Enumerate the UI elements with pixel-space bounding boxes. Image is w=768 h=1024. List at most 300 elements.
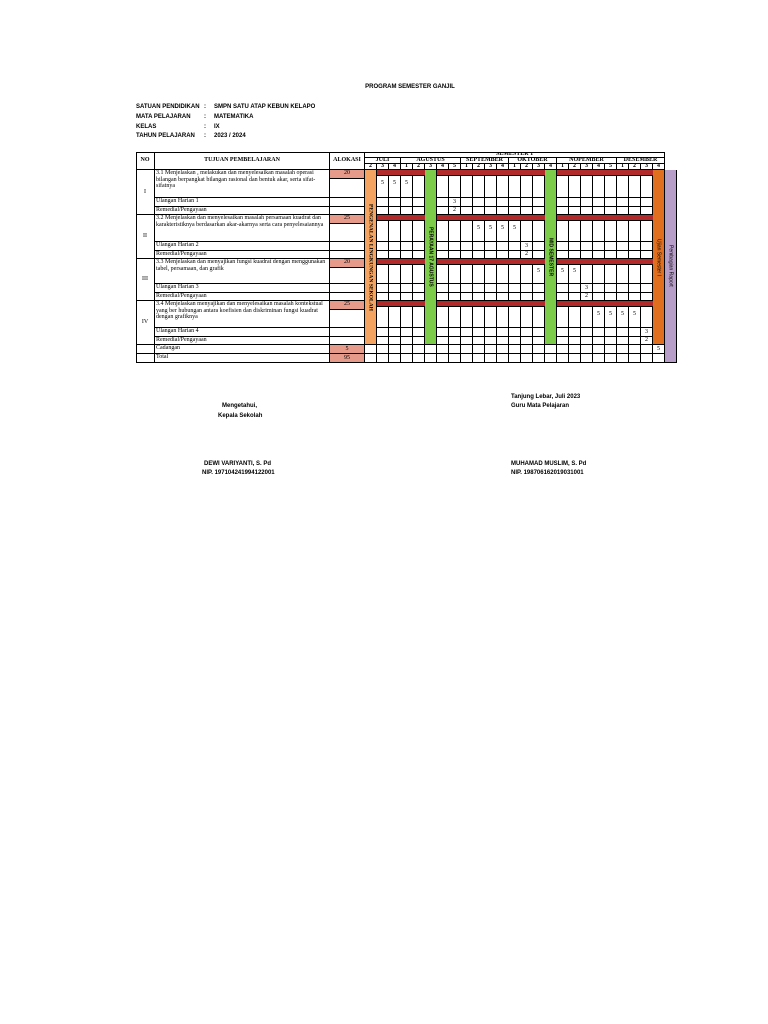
week-cell bbox=[473, 328, 485, 337]
program-semester-table bbox=[136, 152, 674, 383]
week-cell bbox=[461, 354, 473, 363]
week-cell bbox=[485, 293, 497, 301]
header-week: 3 bbox=[641, 164, 653, 170]
header-week: 1 bbox=[509, 164, 521, 170]
tujuan-text: Remedial/Pengayaan bbox=[155, 293, 330, 301]
week-cell bbox=[413, 337, 425, 345]
week-cell bbox=[425, 354, 437, 363]
week-cell bbox=[401, 207, 413, 215]
week-cell bbox=[521, 198, 533, 207]
week-cell bbox=[437, 284, 449, 293]
week-cell bbox=[569, 251, 581, 259]
week-cell bbox=[545, 354, 557, 363]
week-cell bbox=[497, 198, 509, 207]
tujuan-text: 3.2 Menjelaskan dan menyelesaikan masalah persamaan kuadrat dan karakteristiknya berdasarkan akar-akarnya serta cara penyelesaiannya bbox=[155, 215, 330, 242]
week-cell: 5 bbox=[617, 301, 629, 328]
week-cell bbox=[485, 337, 497, 345]
week-cell bbox=[605, 198, 617, 207]
week-cell bbox=[401, 345, 413, 354]
week-cell bbox=[629, 337, 641, 345]
week-cell: 5 bbox=[653, 345, 665, 354]
week-cell bbox=[557, 207, 569, 215]
week-cell bbox=[557, 242, 569, 251]
week-cell bbox=[629, 328, 641, 337]
alokasi-value: 95 bbox=[330, 354, 365, 363]
info-colon: : bbox=[204, 124, 206, 130]
week-cell: 5 bbox=[569, 259, 581, 284]
week-cell bbox=[389, 242, 401, 251]
week-cell bbox=[461, 242, 473, 251]
week-cell bbox=[545, 345, 557, 354]
week-cell: 5 bbox=[389, 170, 401, 198]
tujuan-text: Remedial/Pengayaan bbox=[155, 251, 330, 259]
week-cell bbox=[521, 354, 533, 363]
header-alokasi: ALOKASI bbox=[330, 152, 365, 170]
info-label: SATUAN PENDIDIKAN bbox=[136, 104, 200, 110]
week-cell bbox=[629, 345, 641, 354]
week-cell bbox=[461, 293, 473, 301]
topic-band bbox=[365, 259, 665, 265]
rapor-column: Pembagian Raport bbox=[665, 170, 677, 363]
week-cell bbox=[557, 345, 569, 354]
info-colon: : bbox=[204, 104, 206, 110]
week-cell: 2 bbox=[449, 207, 461, 215]
teacher-name: MUHAMAD MUSLIM, S. Pd bbox=[511, 461, 587, 467]
header-week: 3 bbox=[581, 164, 593, 170]
week-cell bbox=[557, 293, 569, 301]
week-cell bbox=[461, 251, 473, 259]
week-cell bbox=[485, 328, 497, 337]
alokasi-value bbox=[330, 284, 365, 293]
week-cell bbox=[449, 242, 461, 251]
week-cell bbox=[509, 198, 521, 207]
header-week: 1 bbox=[557, 164, 569, 170]
week-cell bbox=[461, 328, 473, 337]
week-cell bbox=[473, 198, 485, 207]
week-cell bbox=[497, 345, 509, 354]
week-cell bbox=[569, 207, 581, 215]
week-cell bbox=[485, 242, 497, 251]
week-cell bbox=[497, 354, 509, 363]
week-cell bbox=[497, 284, 509, 293]
week-cell bbox=[401, 293, 413, 301]
mid-semester-column: MID SEMESTER bbox=[545, 170, 557, 345]
week-cell: 5 bbox=[557, 259, 569, 284]
row-number: I bbox=[136, 170, 155, 215]
week-cell bbox=[377, 328, 389, 337]
info-label: MATA PELAJARAN bbox=[136, 114, 191, 120]
week-cell bbox=[581, 337, 593, 345]
week-cell bbox=[401, 337, 413, 345]
week-cell: 3 bbox=[449, 198, 461, 207]
week-cell bbox=[437, 242, 449, 251]
week-cell bbox=[413, 198, 425, 207]
header-week: 3 bbox=[425, 164, 437, 170]
week-cell bbox=[617, 328, 629, 337]
week-cell bbox=[605, 293, 617, 301]
alokasi-value bbox=[330, 198, 365, 207]
week-cell bbox=[581, 345, 593, 354]
week-cell bbox=[413, 242, 425, 251]
alokasi-blank bbox=[330, 268, 365, 284]
week-cell bbox=[593, 251, 605, 259]
week-cell bbox=[377, 354, 389, 363]
mpls-column: PENGENALAN LINGKUNGAN SEKOLAH bbox=[365, 170, 377, 345]
tujuan-text: Cadangan bbox=[155, 345, 330, 354]
week-cell bbox=[629, 354, 641, 363]
week-cell bbox=[509, 242, 521, 251]
header-week: 1 bbox=[461, 164, 473, 170]
place-date: Tanjung Lebar, Juli 2023 bbox=[511, 394, 581, 400]
week-cell: 5 bbox=[605, 301, 617, 328]
week-cell bbox=[509, 251, 521, 259]
week-cell: 2 bbox=[581, 293, 593, 301]
alokasi-value bbox=[330, 293, 365, 301]
week-cell bbox=[389, 328, 401, 337]
week-cell bbox=[617, 345, 629, 354]
week-cell bbox=[581, 251, 593, 259]
week-cell: 5 bbox=[473, 215, 485, 242]
row-number: II bbox=[136, 215, 155, 259]
week-cell bbox=[605, 284, 617, 293]
topic-band bbox=[365, 170, 665, 176]
header-no: NO bbox=[136, 152, 155, 170]
alokasi-value bbox=[330, 328, 365, 337]
week-cell bbox=[521, 207, 533, 215]
header-week: 4 bbox=[653, 164, 665, 170]
week-cell: 5 bbox=[509, 215, 521, 242]
week-cell: 2 bbox=[641, 337, 653, 345]
week-cell bbox=[533, 207, 545, 215]
header-week: 5 bbox=[605, 164, 617, 170]
week-cell bbox=[629, 242, 641, 251]
info-label: TAHUN PELAJARAN bbox=[136, 133, 195, 139]
week-cell bbox=[497, 293, 509, 301]
week-cell bbox=[401, 251, 413, 259]
week-cell bbox=[605, 251, 617, 259]
week-cell bbox=[461, 198, 473, 207]
row-number: IV bbox=[136, 301, 155, 345]
week-cell: 3 bbox=[581, 284, 593, 293]
tujuan-text: Ulangan Harian 4 bbox=[155, 328, 330, 337]
week-cell bbox=[533, 242, 545, 251]
week-cell bbox=[401, 198, 413, 207]
week-cell bbox=[641, 207, 653, 215]
header-week: 1 bbox=[617, 164, 629, 170]
week-cell bbox=[449, 251, 461, 259]
week-cell bbox=[641, 251, 653, 259]
header-week: 4 bbox=[497, 164, 509, 170]
week-cell bbox=[533, 284, 545, 293]
alokasi-blank bbox=[330, 310, 365, 328]
info-value: SMPN SATU ATAP KEBUN KELAPO bbox=[214, 104, 316, 110]
week-cell bbox=[365, 345, 377, 354]
week-cell: 5 bbox=[377, 170, 389, 198]
tujuan-text: Ulangan Harian 2 bbox=[155, 242, 330, 251]
week-cell bbox=[377, 293, 389, 301]
alokasi-value bbox=[330, 242, 365, 251]
week-cell bbox=[485, 354, 497, 363]
acknowledged-label: Mengetahui, bbox=[222, 403, 258, 409]
teacher-role: Guru Mata Pelajaran bbox=[511, 403, 570, 409]
week-cell bbox=[593, 328, 605, 337]
week-cell bbox=[593, 337, 605, 345]
week-cell bbox=[569, 293, 581, 301]
week-cell bbox=[641, 284, 653, 293]
header-week: 2 bbox=[413, 164, 425, 170]
tujuan-text: Ulangan Harian 3 bbox=[155, 284, 330, 293]
info-value: 2023 / 2024 bbox=[214, 133, 246, 139]
week-cell bbox=[569, 354, 581, 363]
week-cell bbox=[569, 242, 581, 251]
week-cell bbox=[629, 198, 641, 207]
week-cell bbox=[629, 284, 641, 293]
week-cell bbox=[377, 251, 389, 259]
week-cell: 3 bbox=[641, 328, 653, 337]
week-cell bbox=[377, 284, 389, 293]
header-month: OKTOBER bbox=[509, 158, 557, 164]
week-cell: 5 bbox=[629, 301, 641, 328]
week-cell bbox=[449, 328, 461, 337]
week-cell bbox=[557, 354, 569, 363]
week-cell bbox=[593, 207, 605, 215]
row-number bbox=[136, 345, 155, 354]
week-cell bbox=[497, 251, 509, 259]
week-cell bbox=[593, 284, 605, 293]
week-cell bbox=[437, 293, 449, 301]
week-cell bbox=[485, 251, 497, 259]
week-cell bbox=[593, 354, 605, 363]
week-cell bbox=[401, 354, 413, 363]
week-cell bbox=[533, 293, 545, 301]
row-number bbox=[136, 354, 155, 363]
week-cell bbox=[497, 328, 509, 337]
week-cell bbox=[461, 345, 473, 354]
week-cell bbox=[485, 207, 497, 215]
week-cell bbox=[377, 337, 389, 345]
week-cell bbox=[473, 242, 485, 251]
week-cell bbox=[569, 328, 581, 337]
week-cell bbox=[449, 354, 461, 363]
week-cell bbox=[401, 284, 413, 293]
tujuan-text: 3.4 Menjelaskan menyajikan dan menyelesaikan masalah kontekstual yang ber hubungan antara koefisien dan diskriminan fungsi kuadrat dengan grafiknya bbox=[155, 301, 330, 328]
week-cell bbox=[557, 198, 569, 207]
teacher-nip: NIP. 198706162019031001 bbox=[511, 470, 584, 476]
week-cell bbox=[521, 328, 533, 337]
week-cell bbox=[497, 337, 509, 345]
week-cell bbox=[461, 284, 473, 293]
document-title: PROGRAM SEMESTER GANJIL bbox=[365, 84, 455, 90]
week-cell bbox=[377, 198, 389, 207]
week-cell bbox=[449, 284, 461, 293]
week-cell bbox=[413, 251, 425, 259]
alokasi-blank bbox=[330, 224, 365, 242]
week-cell bbox=[497, 242, 509, 251]
week-cell bbox=[593, 198, 605, 207]
week-cell bbox=[653, 354, 665, 363]
week-cell bbox=[521, 284, 533, 293]
week-cell bbox=[557, 284, 569, 293]
week-cell bbox=[581, 354, 593, 363]
header-week: 4 bbox=[545, 164, 557, 170]
week-cell bbox=[473, 337, 485, 345]
week-cell bbox=[617, 284, 629, 293]
header-tujuan: TUJUAN PEMBELAJARAN bbox=[155, 152, 330, 170]
header-week: 2 bbox=[473, 164, 485, 170]
header-month: SEPTEMBER bbox=[461, 158, 509, 164]
week-cell bbox=[557, 251, 569, 259]
week-cell bbox=[485, 198, 497, 207]
principal-role: Kepala Sekolah bbox=[218, 413, 263, 419]
week-cell bbox=[605, 337, 617, 345]
week-cell bbox=[485, 284, 497, 293]
week-cell bbox=[569, 337, 581, 345]
week-cell: 5 bbox=[497, 215, 509, 242]
week-cell bbox=[509, 345, 521, 354]
alokasi-value bbox=[330, 337, 365, 345]
header-week: 1 bbox=[401, 164, 413, 170]
alokasi-value: 20 bbox=[330, 259, 365, 268]
week-cell bbox=[449, 345, 461, 354]
week-cell bbox=[473, 284, 485, 293]
alokasi-blank bbox=[330, 179, 365, 198]
week-cell bbox=[389, 337, 401, 345]
week-cell bbox=[641, 345, 653, 354]
info-colon: : bbox=[204, 133, 206, 139]
info-label: KELAS bbox=[136, 124, 157, 130]
tujuan-text: 3.1 Menjelaskan , melakukan dan menyelesaikan masalah operasi bilangan berpangkat bilangan rasional dan bentuk akar, serta sifat-sifatnya bbox=[155, 170, 330, 198]
header-week: 2 bbox=[365, 164, 377, 170]
week-cell bbox=[533, 345, 545, 354]
week-cell bbox=[509, 293, 521, 301]
week-cell bbox=[389, 198, 401, 207]
week-cell bbox=[437, 198, 449, 207]
week-cell bbox=[461, 207, 473, 215]
week-cell bbox=[509, 354, 521, 363]
alokasi-value: 25 bbox=[330, 301, 365, 310]
week-cell bbox=[593, 242, 605, 251]
week-cell: 5 bbox=[593, 301, 605, 328]
week-cell bbox=[449, 293, 461, 301]
week-cell bbox=[437, 328, 449, 337]
header-month: DESEMBER bbox=[617, 158, 665, 164]
alokasi-value: 25 bbox=[330, 215, 365, 224]
week-cell bbox=[641, 242, 653, 251]
tujuan-text: Remedial/Pengayaan bbox=[155, 207, 330, 215]
week-cell bbox=[389, 354, 401, 363]
week-cell bbox=[413, 354, 425, 363]
week-cell bbox=[461, 337, 473, 345]
topic-band bbox=[365, 215, 665, 221]
agustus17-column: PERAYAAN 17 AGUSTUS bbox=[425, 170, 437, 345]
week-cell bbox=[605, 242, 617, 251]
week-cell bbox=[377, 207, 389, 215]
week-cell bbox=[425, 345, 437, 354]
week-cell bbox=[413, 293, 425, 301]
header-week: 4 bbox=[437, 164, 449, 170]
info-value: MATEMATIKA bbox=[214, 114, 254, 120]
week-cell bbox=[605, 354, 617, 363]
week-cell bbox=[581, 207, 593, 215]
tujuan-text: 3.3 Menjelaskan dan menyajikan fungsi kuadrat dengan menggunakan tabel, persamaan, dan grafik bbox=[155, 259, 330, 284]
week-cell bbox=[593, 293, 605, 301]
week-cell bbox=[509, 337, 521, 345]
week-cell bbox=[389, 293, 401, 301]
week-cell bbox=[569, 198, 581, 207]
week-cell bbox=[473, 354, 485, 363]
alokasi-value bbox=[330, 207, 365, 215]
week-cell bbox=[365, 354, 377, 363]
week-cell bbox=[389, 345, 401, 354]
tujuan-text: Total bbox=[155, 354, 330, 363]
week-cell bbox=[617, 207, 629, 215]
principal-nip: NIP. 197104241994122001 bbox=[202, 470, 275, 476]
week-cell bbox=[641, 354, 653, 363]
info-value: IX bbox=[214, 124, 220, 130]
week-cell bbox=[617, 242, 629, 251]
ujian-column: Ujian Semester I bbox=[653, 170, 665, 345]
week-cell bbox=[437, 207, 449, 215]
week-cell bbox=[581, 198, 593, 207]
week-cell bbox=[377, 242, 389, 251]
week-cell bbox=[437, 337, 449, 345]
week-cell: 5 bbox=[485, 215, 497, 242]
week-cell bbox=[617, 293, 629, 301]
topic-band bbox=[365, 301, 665, 307]
alokasi-value: 20 bbox=[330, 170, 365, 179]
alokasi-value bbox=[330, 251, 365, 259]
week-cell bbox=[569, 284, 581, 293]
week-cell bbox=[629, 251, 641, 259]
week-cell bbox=[437, 354, 449, 363]
week-cell bbox=[629, 207, 641, 215]
week-cell bbox=[389, 251, 401, 259]
week-cell bbox=[413, 207, 425, 215]
week-cell bbox=[557, 337, 569, 345]
week-cell bbox=[605, 328, 617, 337]
week-cell bbox=[533, 328, 545, 337]
week-cell bbox=[437, 345, 449, 354]
header-week: 3 bbox=[533, 164, 545, 170]
alokasi-value: 5 bbox=[330, 345, 365, 354]
week-cell bbox=[413, 328, 425, 337]
week-cell bbox=[485, 345, 497, 354]
week-cell bbox=[581, 328, 593, 337]
week-cell bbox=[509, 207, 521, 215]
week-cell bbox=[509, 328, 521, 337]
header-month: JULI bbox=[365, 158, 401, 164]
week-cell bbox=[509, 284, 521, 293]
week-cell bbox=[569, 345, 581, 354]
week-cell bbox=[389, 284, 401, 293]
week-cell bbox=[521, 337, 533, 345]
header-semester: SEMESTER 1 bbox=[365, 152, 665, 158]
week-cell bbox=[401, 242, 413, 251]
week-cell bbox=[413, 284, 425, 293]
info-colon: : bbox=[204, 114, 206, 120]
week-cell bbox=[533, 251, 545, 259]
header-week: 3 bbox=[377, 164, 389, 170]
week-cell bbox=[497, 207, 509, 215]
row-number: III bbox=[136, 259, 155, 301]
week-cell bbox=[533, 354, 545, 363]
week-cell bbox=[473, 251, 485, 259]
tujuan-text: Remedial/Pengayaan bbox=[155, 337, 330, 345]
week-cell bbox=[473, 207, 485, 215]
week-cell bbox=[605, 207, 617, 215]
week-cell bbox=[617, 354, 629, 363]
week-cell bbox=[473, 293, 485, 301]
